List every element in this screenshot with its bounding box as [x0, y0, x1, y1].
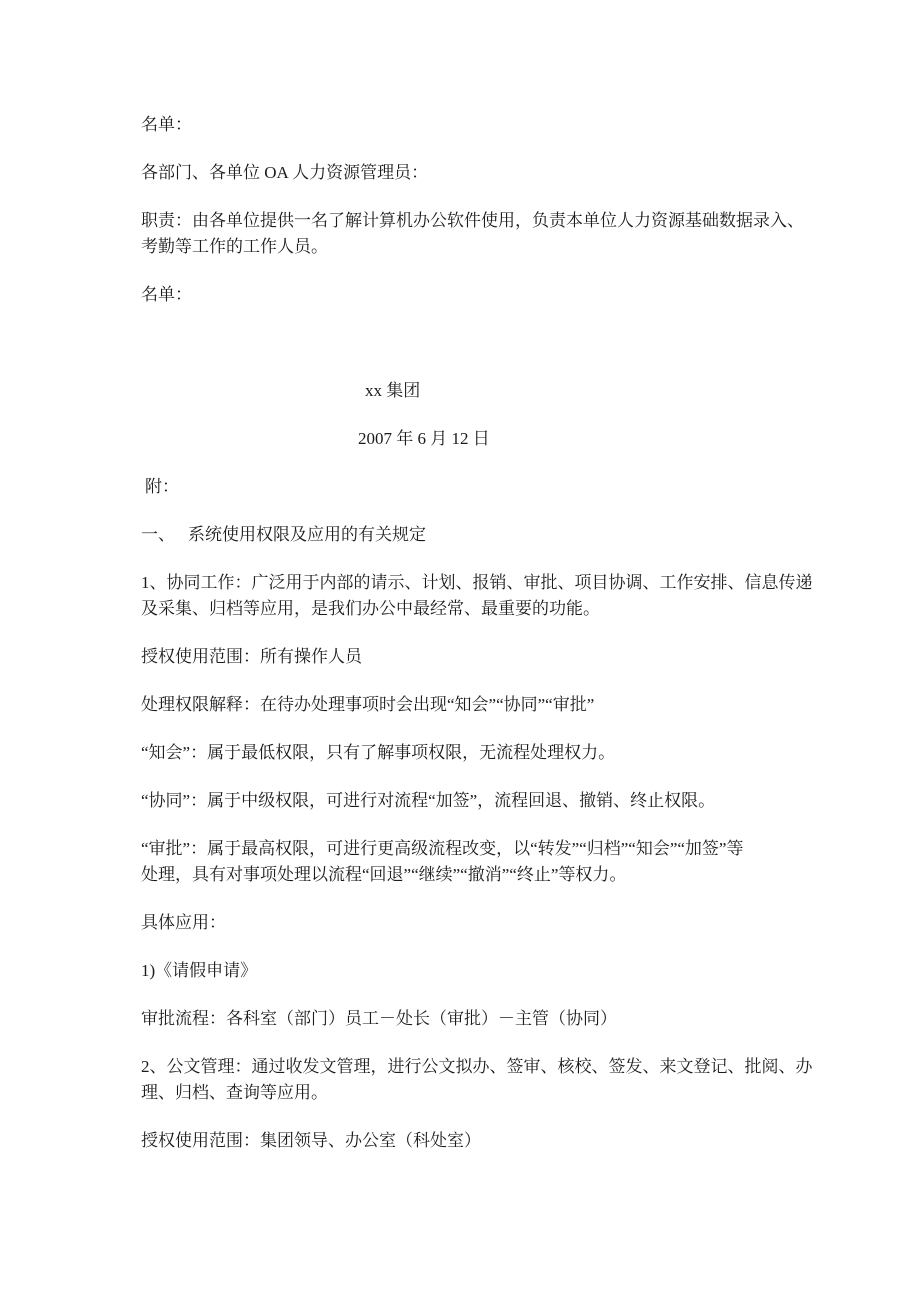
section-heading-marker: 一、 [141, 525, 175, 544]
paragraph-zhihui [141, 740, 851, 766]
signature-org [141, 378, 851, 404]
text-line: 1)《请假申请》 [141, 961, 258, 980]
paragraph-list-label-2 [141, 282, 851, 308]
text-line: “审批”：属于最高权限，可进行更高级流程改变，以“转发”“归档”“知会”“加签”等 [141, 839, 744, 858]
section-heading-text: 系统使用权限及应用的有关规定 [188, 525, 426, 544]
text-line: 考勤等工作的工作人员。 [141, 237, 328, 256]
paragraph-recipients [141, 160, 851, 186]
text-line: “协同”：属于中级权限，可进行对流程“加签”，流程回退、撤销、终止权限。 [141, 791, 716, 810]
text-line: 授权使用范围：集团领导、办公室（科处室） [141, 1131, 481, 1150]
text-line: 各部门、各单位 OA 人力资源管理员： [141, 163, 429, 182]
text-line: 理、归档、查询等应用。 [141, 1083, 328, 1102]
text-line: 2007 年 6 月 12 日 [358, 429, 490, 448]
text-line: 具体应用： [141, 913, 226, 932]
section-heading [141, 522, 851, 548]
text-line: 授权使用范围：所有操作人员 [141, 647, 362, 666]
document-content [141, 112, 851, 1176]
text-line: 处理权限解释：在待办处理事项时会出现“知会”“协同”“审批” [141, 695, 595, 714]
text-line: “知会”：属于最低权限，只有了解事项权限，无流程处理权力。 [141, 743, 616, 762]
paragraph-auth-scope-1 [141, 644, 851, 670]
text-line: 附： [145, 477, 179, 496]
text-line [141, 522, 851, 548]
paragraph-collaboration [141, 570, 851, 622]
paragraph-auth-scope-2 [141, 1128, 851, 1154]
paragraph-shenpi [141, 836, 851, 888]
paragraph-xietong [141, 788, 851, 814]
paragraph-approval-flow [141, 1006, 851, 1032]
blank-line [141, 330, 851, 356]
text-line: 职责：由各单位提供一名了解计算机办公软件使用，负责本单位人力资源基础数据录入、 [141, 211, 804, 230]
text-line: 审批流程：各科室（部门）员工－处长（审批）－主管（协同） [141, 1009, 617, 1028]
text-line: 1、协同工作：广泛用于内部的请示、计划、报销、审批、项目协调、工作安排、信息传递 [141, 573, 813, 592]
paragraph-official-docs [141, 1054, 851, 1106]
paragraph-specific-apps [141, 910, 851, 936]
paragraph-duty [141, 208, 851, 260]
text-line: 名单： [141, 285, 192, 304]
text-line: 2、公文管理：通过收发文管理，进行公文拟办、签审、核校、签发、来文登记、批阅、办 [141, 1057, 813, 1076]
text-line: xx 集团 [365, 381, 421, 400]
signature-date [141, 426, 851, 452]
attachment-label [141, 474, 851, 500]
paragraph-list-label-1 [141, 112, 851, 138]
paragraph-permission-explain [141, 692, 851, 718]
text-line: 名单： [141, 115, 192, 134]
paragraph-leave-request [141, 958, 851, 984]
text-line: 及采集、归档等应用，是我们办公中最经常、最重要的功能。 [141, 599, 600, 618]
text-line: 处理，具有对事项处理以流程“回退”“继续”“撤消”“终止”等权力。 [141, 865, 627, 884]
